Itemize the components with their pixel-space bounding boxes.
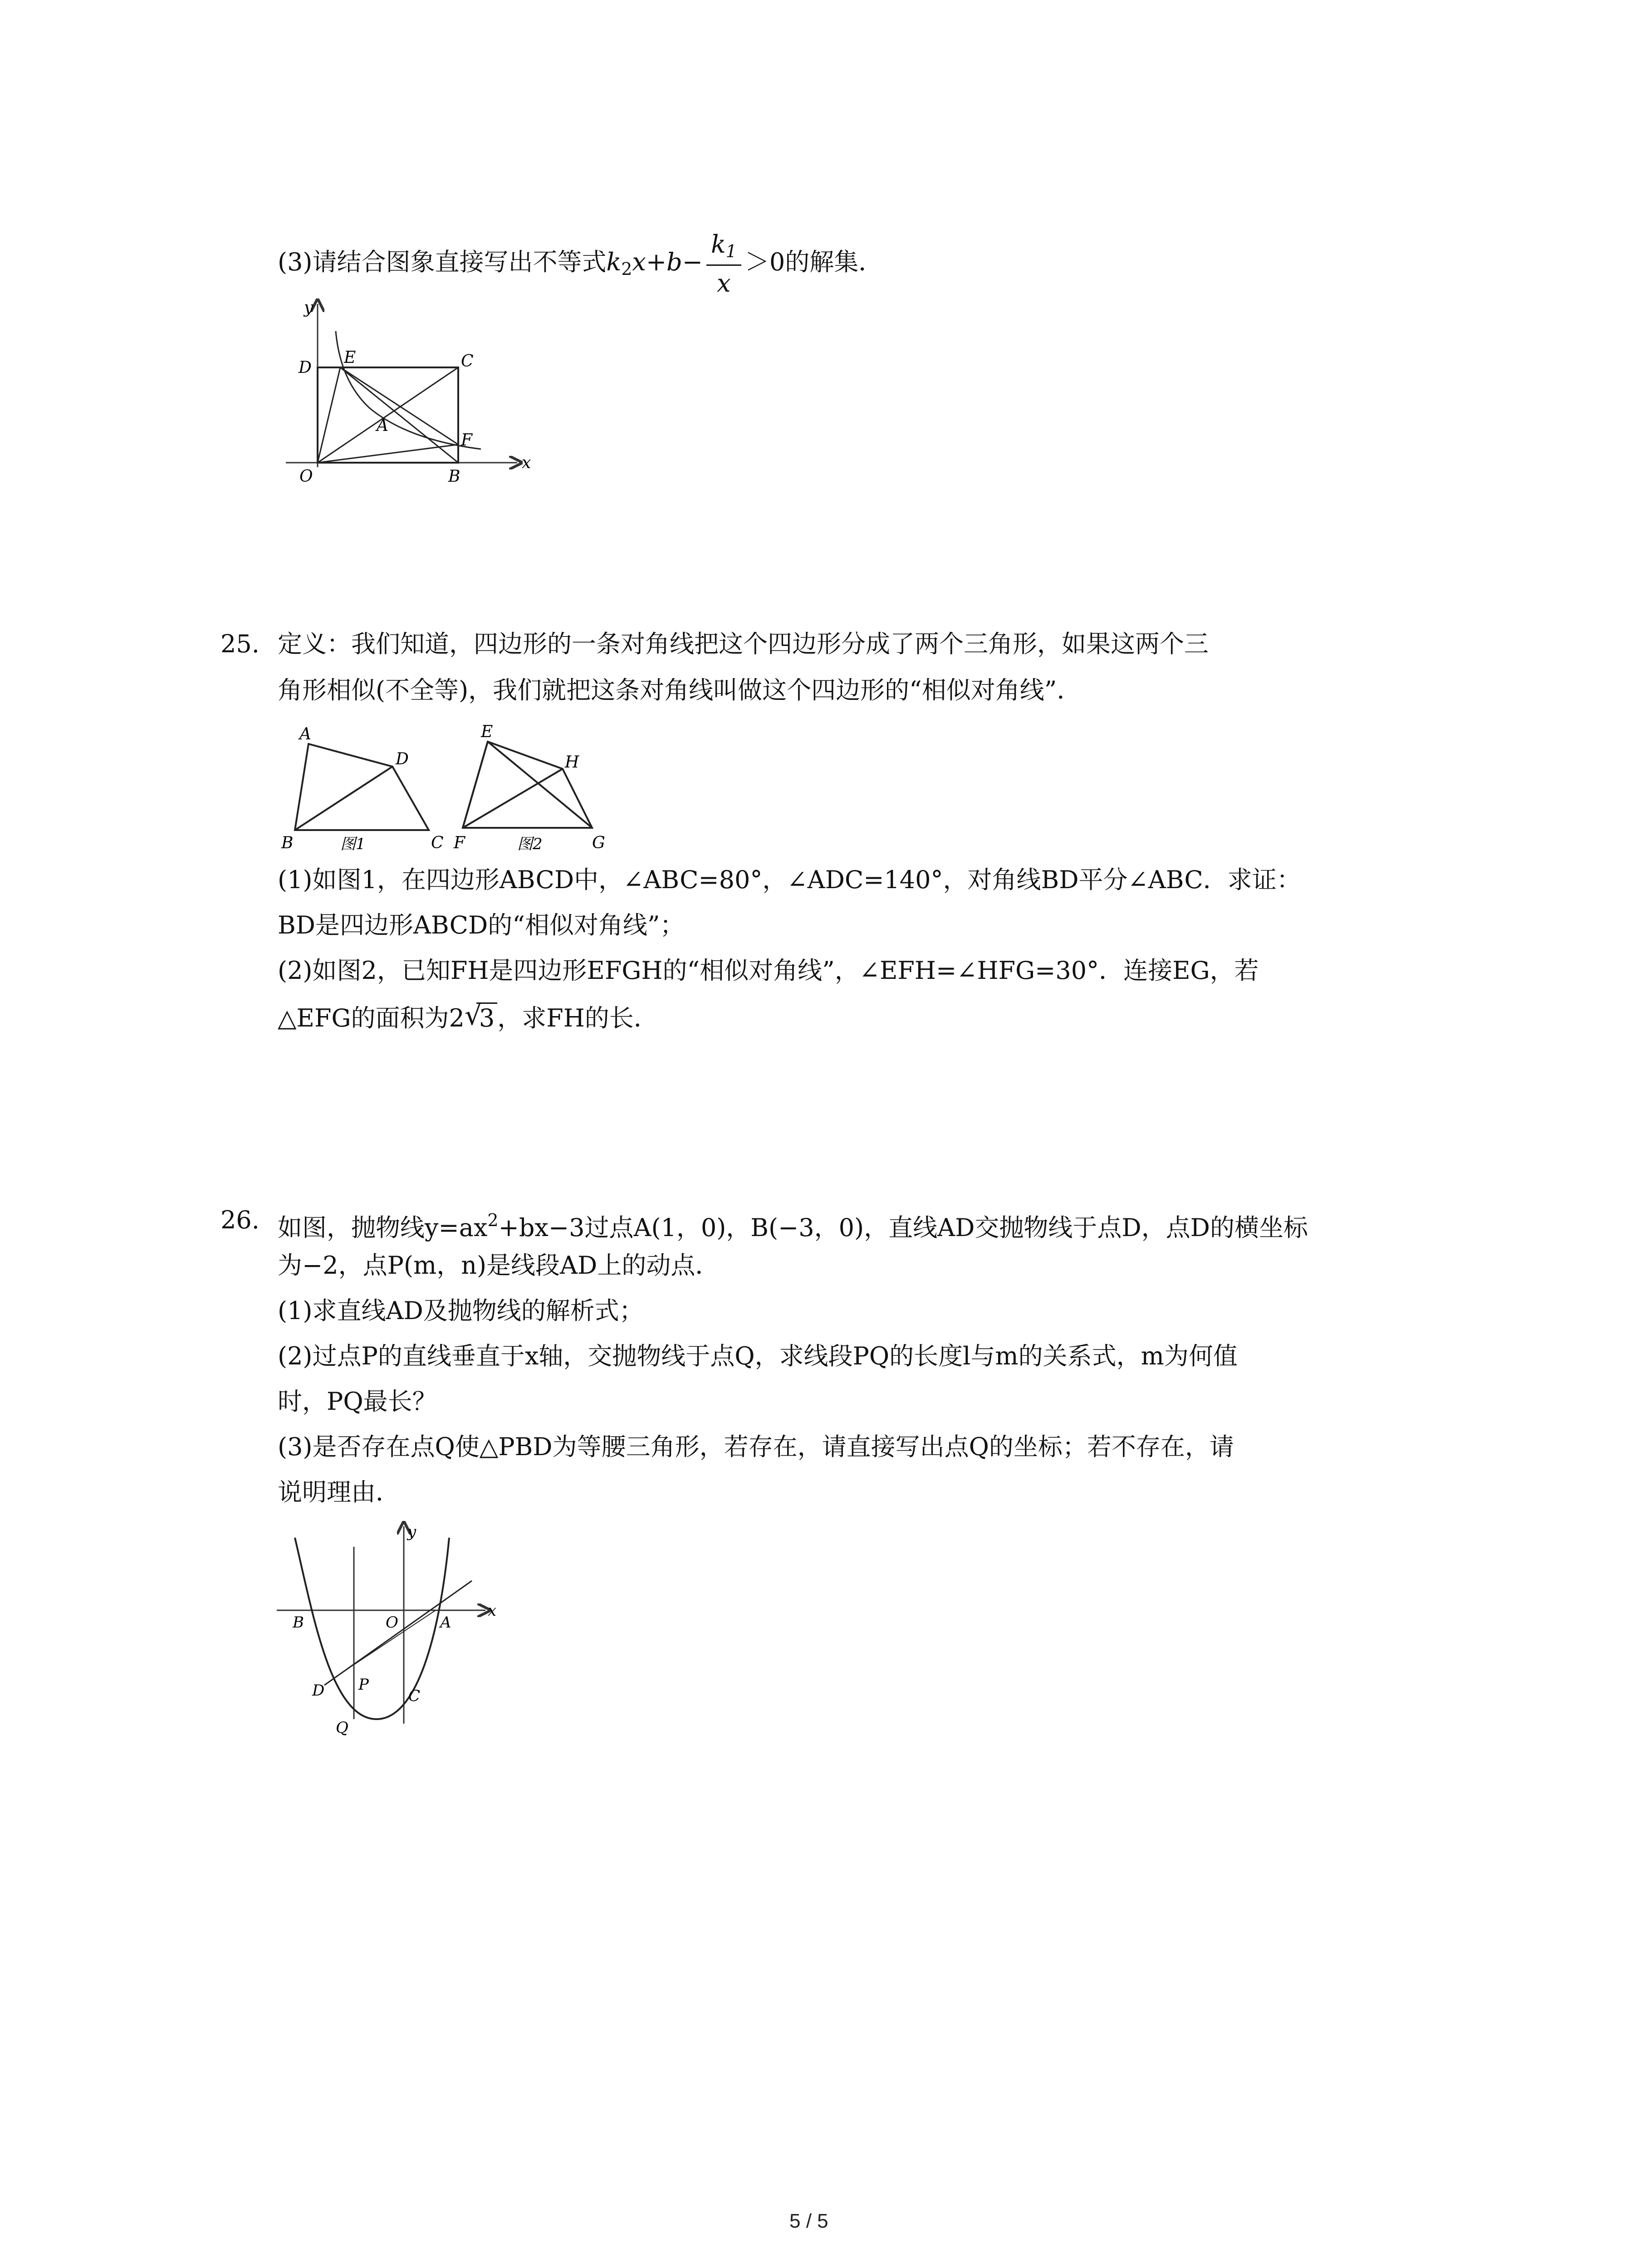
- q25-figure1: [281, 717, 454, 857]
- q24-fraction: $\frac{k_1}{x}$: [706, 232, 741, 296]
- svg-text:x: x: [522, 454, 531, 472]
- svg-text:A: A: [377, 416, 388, 435]
- q26-part3-line1: (3)是否存在点Q使△PBD为等腰三角形，若存在，请直接写出点Q的坐标；若不存在，请: [278, 1432, 1234, 1461]
- svg-text:D: D: [312, 1681, 325, 1700]
- svg-text:O: O: [299, 467, 313, 486]
- q26-number: 26.: [220, 1206, 260, 1234]
- svg-text:O: O: [386, 1613, 398, 1632]
- q26-part2-line1: (2)过点P的直线垂直于x轴，交抛物线于点Q，求线段PQ的长度l与m的关系式，m为何值: [278, 1342, 1238, 1370]
- svg-text:C: C: [431, 834, 444, 852]
- page-number: 5 / 5: [789, 2210, 828, 2232]
- q25-part2-line2: △EFG的面积为2 √ 3 ，求FH的长．: [278, 1002, 658, 1034]
- q25-part2-line1: (2)如图2，已知FH是四边形EFGH的“相似对角线”，∠EFH=∠HFG=30°．连接EG，若: [278, 956, 1259, 985]
- svg-text:H: H: [565, 753, 579, 772]
- svg-text:B: B: [281, 834, 294, 852]
- q25-sqrt: √ 3: [465, 1002, 497, 1034]
- svg-text:图1: 图1: [340, 835, 366, 853]
- q24-part3-text: (3)请结合图象直接写出不等式: [278, 248, 607, 276]
- q24-k-symbol: k: [606, 248, 622, 276]
- q26-line2: 为−2，点P(m，n)是线段AD上的动点．: [278, 1251, 720, 1280]
- svg-text:E: E: [481, 723, 493, 741]
- q26-part3-line2: 说明理由．: [278, 1478, 400, 1506]
- svg-text:C: C: [461, 352, 474, 371]
- svg-text:G: G: [592, 834, 605, 852]
- q24-part3: [278, 232, 883, 296]
- svg-text:P: P: [358, 1676, 369, 1694]
- q26-part1: (1)求直线AD及抛物线的解析式；: [278, 1296, 644, 1325]
- svg-text:F: F: [461, 431, 472, 450]
- q25-number: 25.: [220, 630, 260, 658]
- svg-text:C: C: [408, 1687, 421, 1705]
- q25-line2: 角形相似(不全等)，我们就把这条对角线叫做这个四边形的“相似对角线”．: [278, 676, 1082, 704]
- svg-text:A: A: [299, 725, 311, 743]
- svg-text:B: B: [448, 467, 460, 486]
- svg-text:B: B: [293, 1613, 304, 1632]
- svg-text:x: x: [488, 1602, 497, 1620]
- svg-text:A: A: [440, 1613, 451, 1632]
- q26-figure: [272, 1520, 508, 1737]
- q24-k-subscript: 2: [621, 259, 632, 279]
- svg-text:Q: Q: [336, 1719, 348, 1737]
- svg-text:图2: 图2: [517, 835, 543, 853]
- q25-part1-line2: BD是四边形ABCD的“相似对角线”；: [278, 911, 685, 939]
- svg-text:y: y: [407, 1523, 416, 1541]
- q24-expression: x+b−: [632, 248, 703, 276]
- svg-text:D: D: [396, 750, 409, 768]
- q24-part3-tail: ＞0的解集．: [745, 248, 883, 276]
- q25-figure2: [454, 717, 617, 857]
- q25-line1: 定义：我们知道，四边形的一条对角线把这个四边形分成了两个三角形，如果这两个三: [278, 630, 1209, 658]
- svg-text:F: F: [454, 834, 465, 852]
- q26-part2-line2: 时，PQ最长？: [278, 1387, 437, 1416]
- svg-text:E: E: [344, 348, 356, 367]
- svg-text:y: y: [304, 298, 314, 317]
- q24-figure: [272, 295, 535, 490]
- svg-text:D: D: [299, 358, 312, 377]
- q26-line1: 如图，抛物线$y=ax^2+bx-3$过点A(1，0)，B(−3，0)，直线AD交抛物线于点D，点D的横坐标: [278, 1210, 1308, 1242]
- q25-part1-line1: (1)如图1，在四边形ABCD中，∠ABC=80°，∠ADC=140°，对角线BD平分∠ABC．求证：: [278, 865, 1301, 894]
